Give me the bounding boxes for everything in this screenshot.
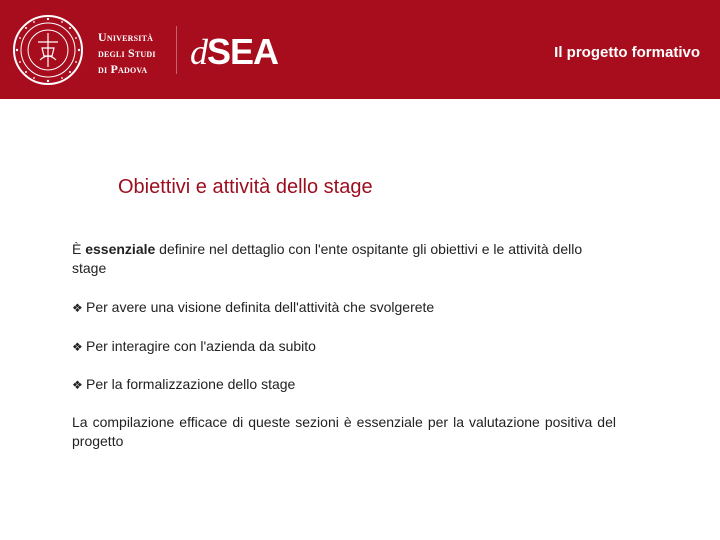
university-name-line: degli Studi <box>98 46 156 60</box>
list-item-text: Per avere una visione definita dell'attività che svolgerete <box>86 299 435 315</box>
logo-divider <box>176 26 177 74</box>
closing-paragraph: La compilazione efficace di queste sezioni è essenziale per la valutazione positiva del progetto <box>72 414 616 449</box>
intro-emphasis: essenziale <box>85 241 156 257</box>
slide-title: Obiettivi e attività dello stage <box>118 176 373 198</box>
university-name-line: Università <box>98 30 154 44</box>
department-logo-prefix: d <box>190 32 207 72</box>
department-logo <box>190 31 279 72</box>
list-item-text: Per la formalizzazione dello stage <box>86 376 296 392</box>
intro-prefix: È <box>72 241 86 257</box>
university-name <box>98 29 156 77</box>
intro-paragraph <box>72 240 616 278</box>
list-item-text: Per interagire con l'azienda da subito <box>86 338 316 354</box>
four-diamond-bullet-icon: ❖ <box>72 378 83 392</box>
four-diamond-bullet-icon: ❖ <box>72 340 83 354</box>
university-seal-icon <box>12 14 84 86</box>
intro-rest: definire nel dettaglio con l'ente ospitante gli obiettivi e le attività dello stage <box>72 241 583 276</box>
list-item <box>72 375 295 395</box>
department-logo-suffix: SEA <box>207 31 279 72</box>
four-diamond-bullet-icon: ❖ <box>72 301 83 315</box>
list-item <box>72 337 316 357</box>
header-title: Il progetto formativo <box>554 44 700 61</box>
university-name-line: di Padova <box>98 62 148 76</box>
list-item <box>72 298 434 318</box>
header-bar <box>0 0 720 99</box>
